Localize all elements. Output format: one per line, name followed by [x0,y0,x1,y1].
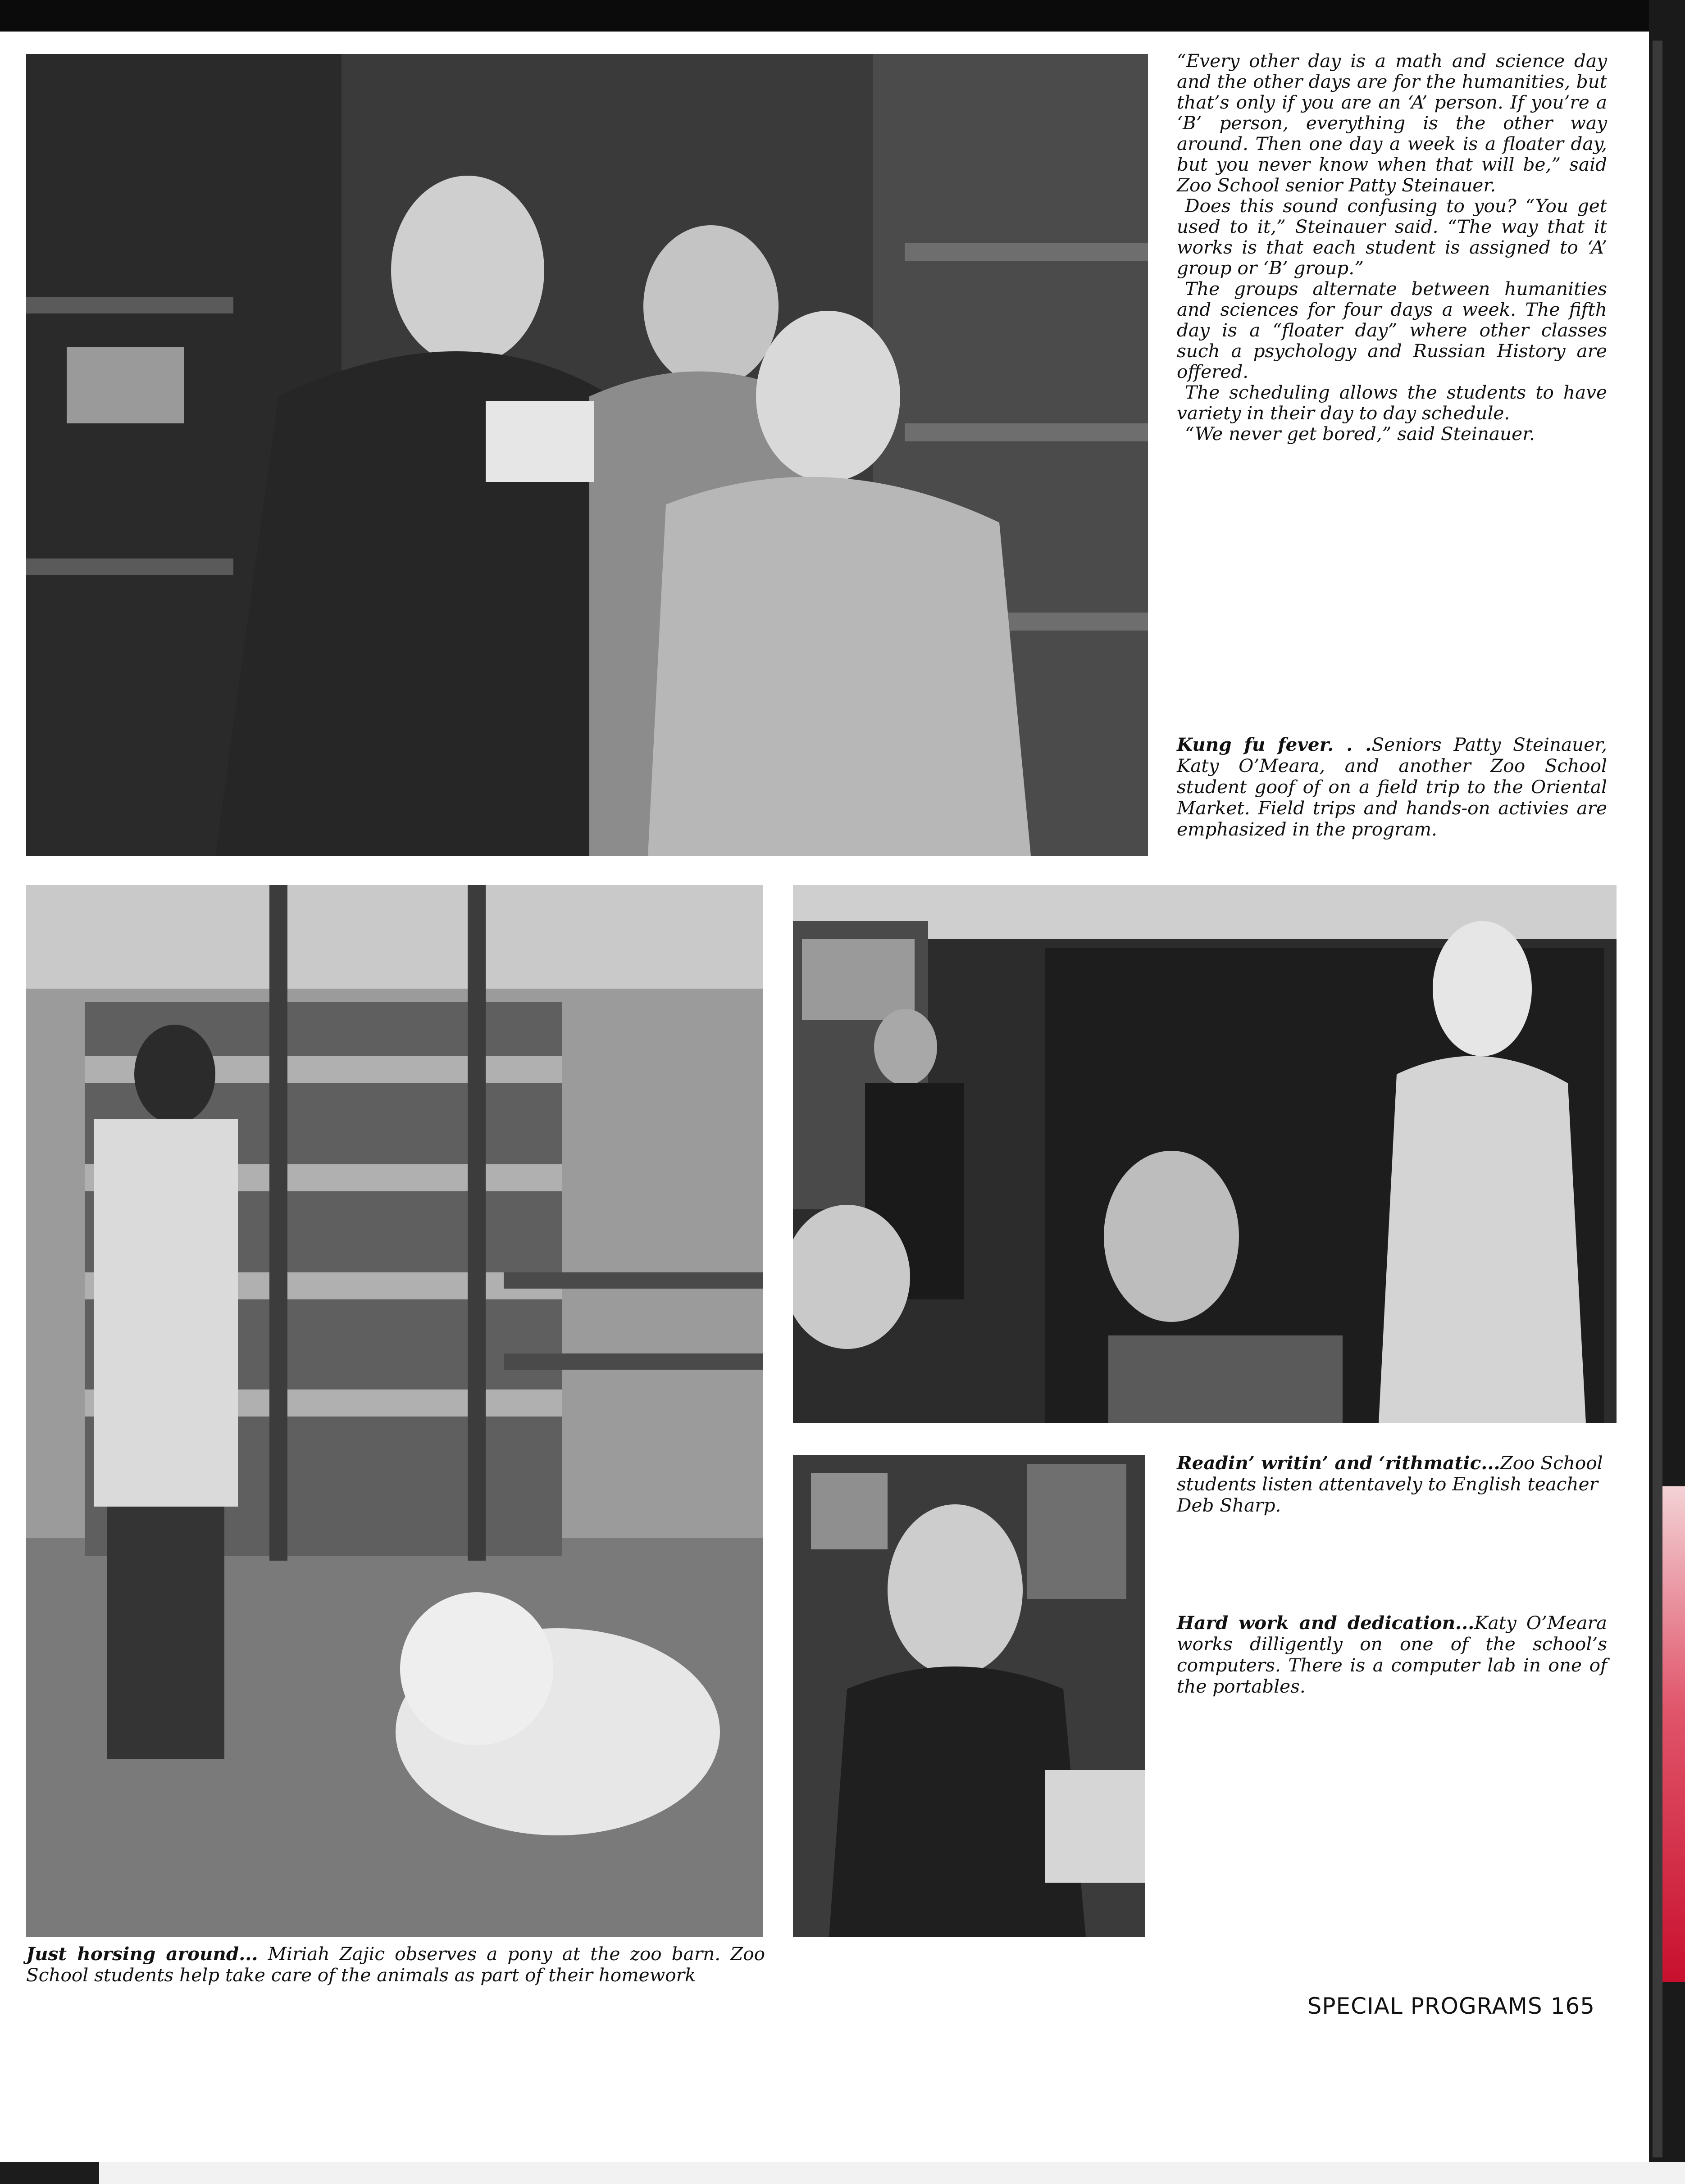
photo-classroom [793,885,1617,1423]
story-text [1177,50,1607,444]
page-number: 165 [1550,1993,1595,2019]
photo-pony-zoo-barn [26,885,763,1937]
scan-top-edge [0,0,1685,32]
caption-lead: Just horsing around... [26,1943,258,1965]
caption-horsing-around [26,1943,765,1986]
story-paragraph: “We never get bored,” said Steinauer. [1185,423,1535,445]
section-title: SPECIAL PROGRAMS [1307,1993,1543,2019]
photo-oriental-market [26,54,1148,856]
caption-lead: Hard work and dedication... [1177,1612,1475,1634]
caption-lead: Readin’ writin’ and ‘rithmatic... [1177,1452,1500,1474]
story-paragraph: “Every other day is a math and science day and the other days are for the humanities, but that’s only if you are an ‘A’ person. If you’re a ‘B’ person, everything is the other way around. Then one day a week is a floater day, but you never know when that will be,” said Zoo School senior Patty Steinauer. [1177,50,1607,196]
caption-kung-fu-fever [1177,734,1607,840]
caption-body: Zoo School students listen attentavely to English teacher Deb Sharp. [1177,1452,1603,1516]
scan-bottom-edge [0,2162,1685,2184]
story-paragraph: The groups alternate between humanities and sciences for four days a week. The fifth day is a “floater day” where other classes such a psychology and Russian History are offered. [1177,278,1607,382]
photo-computer-lab [793,1455,1145,1937]
caption-readin-writin [1177,1453,1607,1516]
caption-body: Miriah Zajic observes a pony at the zoo barn. Zoo School students help take care of the animals as part of their homework [26,1943,765,1986]
page-folio [1271,1993,1595,2019]
page-edge-color-tab [1662,1486,1685,1982]
scan-right-edge-shadow [1653,41,1662,2157]
story-paragraph: The scheduling allows the students to have variety in their day to day schedule. [1177,381,1607,424]
story-paragraph: Does this sound confusing to you? “You get used to it,” Steinauer said. “The way that it works is that each student is assigned to ‘A’ group or ‘B’ group.” [1177,195,1607,279]
caption-body: Seniors Patty Steinauer, Katy O’Meara, and another Zoo School student goof of on a field trip to the Oriental Market. Field trips and hands-on activies are emphasized in the program. [1177,734,1607,840]
scan-bottom-corner [0,2162,99,2184]
caption-lead: Kung fu fever. . . [1177,734,1372,755]
caption-body: Katy O’Meara works dilligently on one of the school’s computers. There is a computer lab in one of the portables. [1177,1612,1607,1697]
caption-hard-work [1177,1612,1607,1697]
